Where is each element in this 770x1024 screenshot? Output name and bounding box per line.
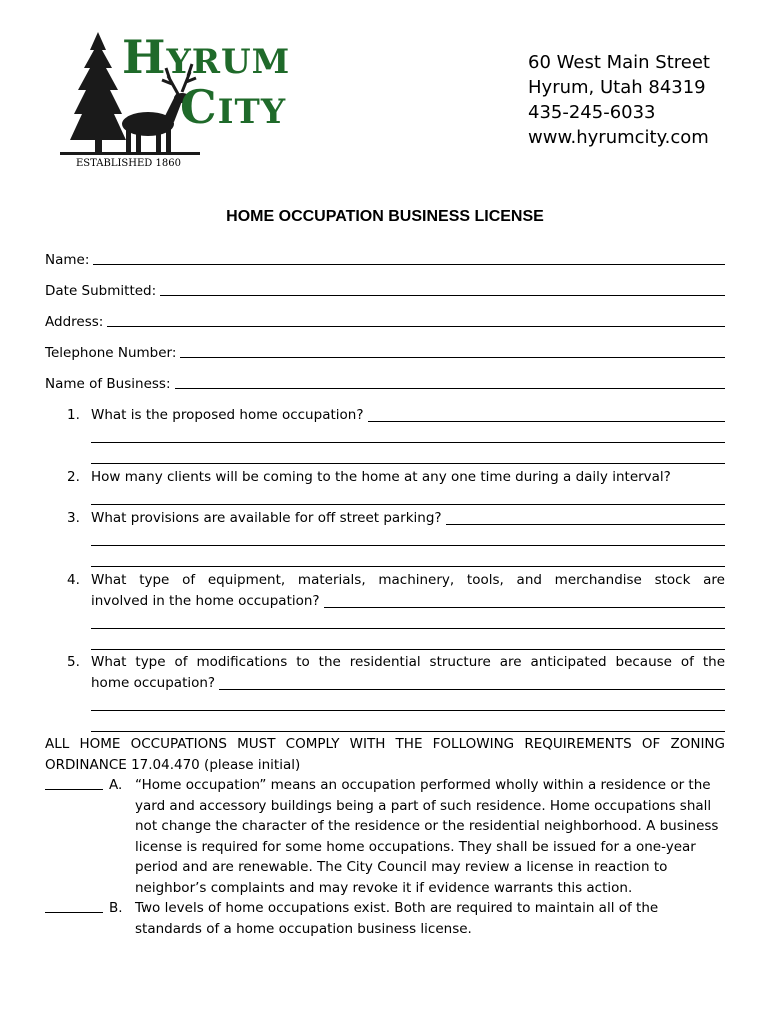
address-label: Address: bbox=[45, 314, 104, 330]
name-label: Name: bbox=[45, 252, 90, 268]
form-title: HOME OCCUPATION BUSINESS LICENSE bbox=[226, 208, 544, 225]
question-1-answer-line-2[interactable] bbox=[91, 442, 725, 443]
question-4-text-line-1: What type of equipment, materials, machinery, tools, and merchandise stock are bbox=[91, 572, 725, 588]
question-4-number: 4. bbox=[67, 572, 80, 588]
telephone-field[interactable] bbox=[45, 345, 725, 361]
requirements-section bbox=[45, 734, 725, 939]
requirement-a-initial-line[interactable] bbox=[45, 789, 103, 790]
telephone-input-line[interactable] bbox=[180, 356, 725, 358]
question-5-text-line-1: What type of modifications to the residential structure are anticipated because of the bbox=[91, 654, 725, 670]
date-submitted-field[interactable] bbox=[45, 283, 725, 299]
question-1-number: 1. bbox=[67, 407, 80, 423]
question-3-answer-line[interactable] bbox=[446, 523, 725, 525]
question-1-answer-line[interactable] bbox=[368, 420, 726, 422]
requirement-a-text: “Home occupation” means an occupation performed wholly within a residence or the yard and accessory buildings being a part of such residence. Home occupations shall not change the character of the residence or the residential neighborhood. A business license is required for some home occupations. They shall be issued for a one-year period and are renewable. The City Council may review a license in reaction to neighbor’s complaints and may revoke it if evidence warrants this action. bbox=[135, 777, 719, 896]
phone-number: 435-245-6033 bbox=[528, 102, 656, 123]
requirement-b bbox=[45, 898, 725, 939]
question-2-answer-line[interactable] bbox=[91, 504, 725, 505]
business-name-field[interactable] bbox=[45, 376, 725, 392]
city-address-block bbox=[528, 50, 710, 150]
street-address: 60 West Main Street bbox=[528, 52, 710, 73]
question-1-text: What is the proposed home occupation? bbox=[91, 407, 364, 423]
address-field[interactable] bbox=[45, 314, 725, 330]
requirement-b-text: Two levels of home occupations exist. Both are required to maintain all of the standards of a home occupation business license. bbox=[135, 900, 659, 937]
question-4-answer-line-2[interactable] bbox=[91, 628, 725, 629]
date-submitted-label: Date Submitted: bbox=[45, 283, 157, 299]
hyrum-city-logo bbox=[60, 28, 340, 178]
question-4-text-line-2: involved in the home occupation? bbox=[91, 593, 320, 609]
logo-word-city: CITY bbox=[180, 80, 287, 134]
question-4 bbox=[67, 570, 725, 612]
question-3-text: What provisions are available for off street parking? bbox=[91, 510, 442, 526]
business-name-input-line[interactable] bbox=[175, 387, 725, 389]
question-4-answer-line-3[interactable] bbox=[91, 649, 725, 650]
question-5-answer-line[interactable] bbox=[219, 688, 725, 690]
established-label: ESTABLISHED 1860 bbox=[76, 158, 181, 169]
business-name-label: Name of Business: bbox=[45, 376, 171, 392]
question-3-answer-line-3[interactable] bbox=[91, 566, 725, 567]
name-field[interactable] bbox=[45, 252, 725, 268]
telephone-label: Telephone Number: bbox=[45, 345, 177, 361]
question-3-number: 3. bbox=[67, 510, 80, 526]
date-submitted-input-line[interactable] bbox=[160, 294, 725, 296]
question-2-number: 2. bbox=[67, 469, 80, 485]
requirement-b-letter: B. bbox=[109, 900, 123, 916]
question-2 bbox=[67, 467, 725, 488]
requirement-a bbox=[45, 775, 725, 898]
requirement-a-letter: A. bbox=[109, 777, 123, 793]
question-5-answer-line-3[interactable] bbox=[91, 731, 725, 732]
question-4-answer-line[interactable] bbox=[324, 606, 725, 608]
name-input-line[interactable] bbox=[93, 263, 725, 265]
website-link[interactable]: www.hyrumcity.com bbox=[528, 127, 709, 148]
question-5-answer-line-2[interactable] bbox=[91, 710, 725, 711]
question-5-number: 5. bbox=[67, 654, 80, 670]
question-3-answer-line-2[interactable] bbox=[91, 545, 725, 546]
question-5 bbox=[67, 652, 725, 694]
question-2-text: How many clients will be coming to the home at any one time during a daily interval? bbox=[91, 469, 671, 485]
address-input-line[interactable] bbox=[107, 325, 725, 327]
question-3 bbox=[67, 508, 725, 529]
question-1-answer-line-3[interactable] bbox=[91, 463, 725, 464]
city-state-zip: Hyrum, Utah 84319 bbox=[528, 77, 706, 98]
question-5-text-line-2: home occupation? bbox=[91, 675, 216, 691]
logo-word-hyrum: HYRUM bbox=[122, 30, 291, 84]
requirements-heading: ALL HOME OCCUPATIONS MUST COMPLY WITH THE FOLLOWING REQUIREMENTS OF ZONING ORDINANCE 17.04.470 (please initial) bbox=[45, 736, 725, 773]
requirement-b-initial-line[interactable] bbox=[45, 912, 103, 913]
question-1 bbox=[67, 405, 725, 426]
